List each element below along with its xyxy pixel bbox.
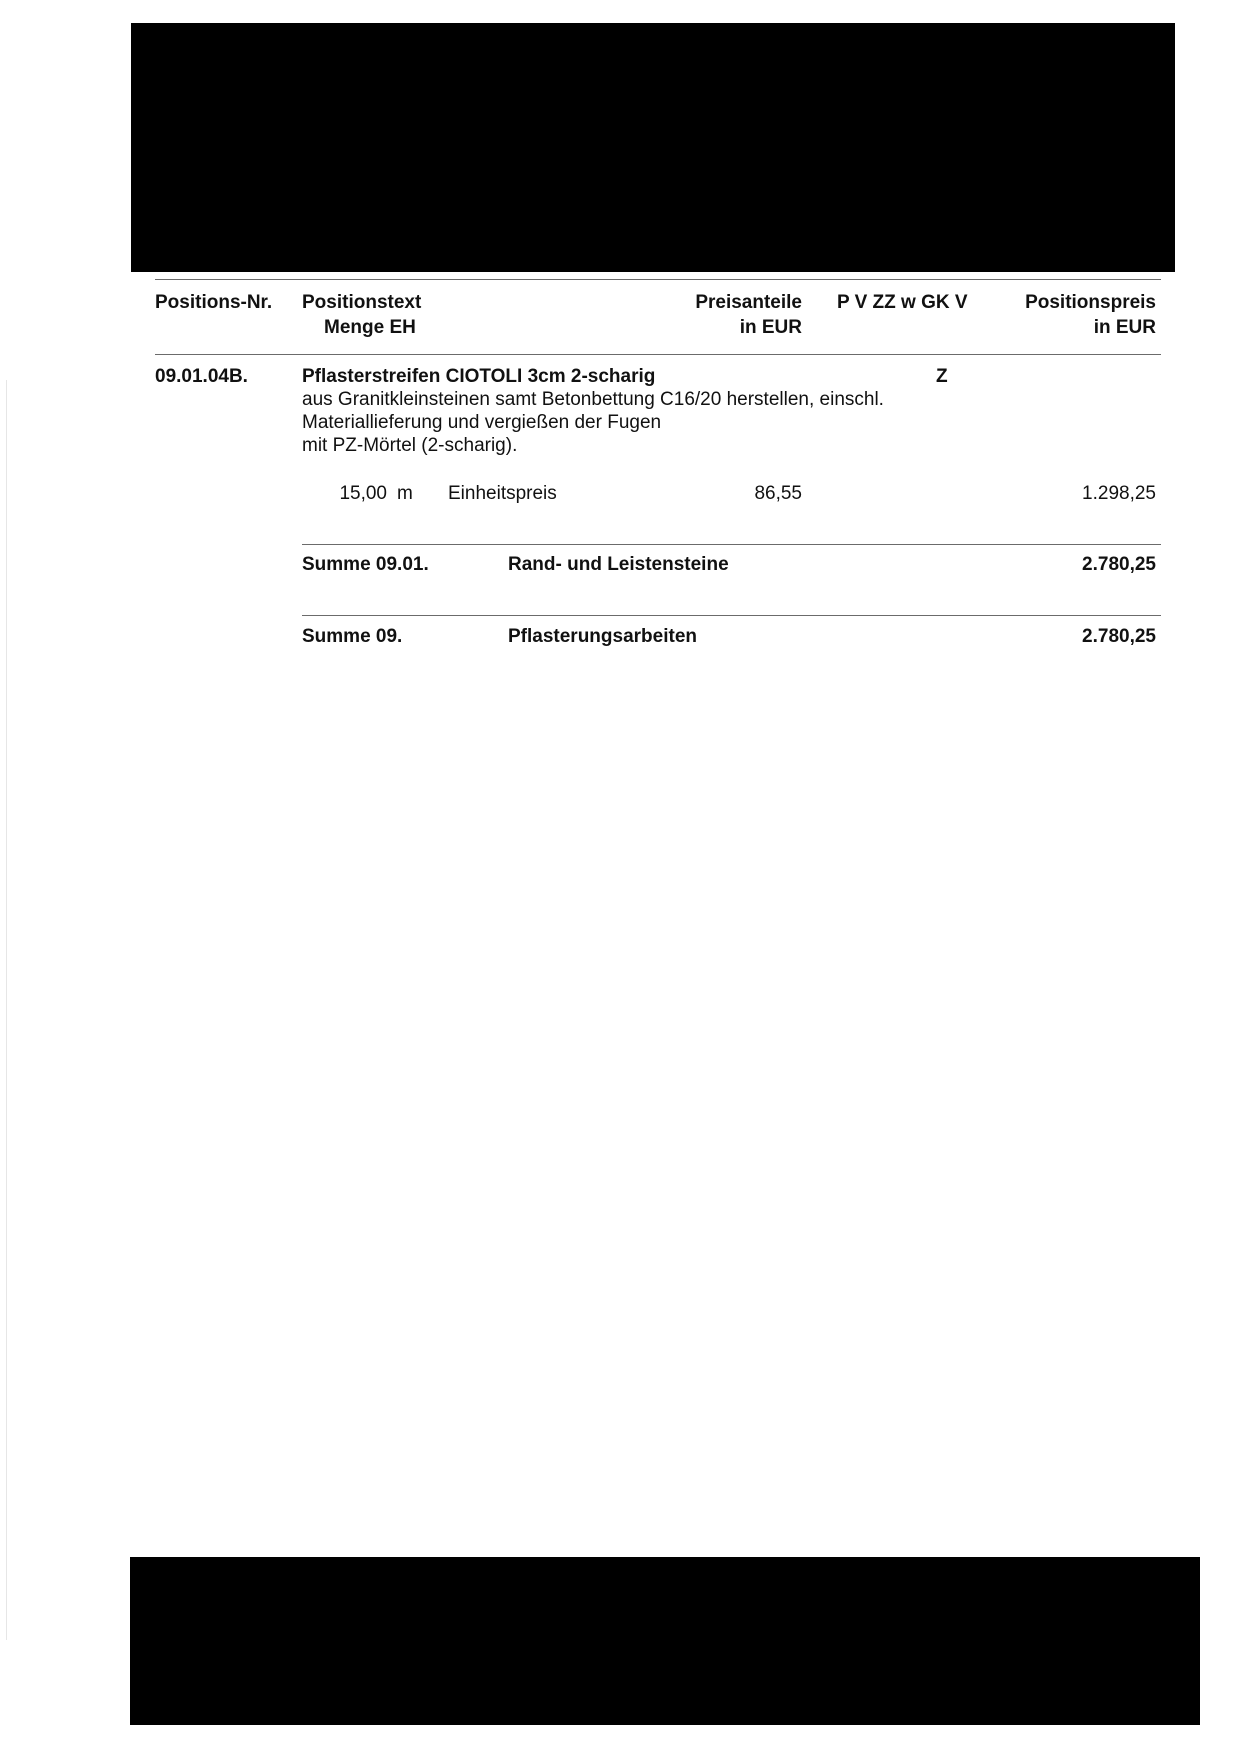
col-position-text: Positionstext <box>302 292 422 313</box>
position-unit: m <box>397 483 413 504</box>
sum-rule <box>302 544 1161 545</box>
sum-name: Pflasterungsarbeiten <box>508 626 697 647</box>
unit-price-label: Einheitspreis <box>448 483 557 504</box>
col-price-shares-unit: in EUR <box>739 317 802 338</box>
position-description-line: Materiallieferung und vergießen der Fugen <box>302 412 662 433</box>
col-codes: P V ZZ w GK V <box>837 292 968 313</box>
position-quantity: 15,00 <box>339 483 387 504</box>
position-total: 1.298,25 <box>1082 483 1156 504</box>
position-description-line: mit PZ-Mörtel (2-scharig). <box>302 435 518 456</box>
position-number: 09.01.04B. <box>155 366 248 387</box>
sum-value: 2.780,25 <box>1082 626 1156 647</box>
sum-rule <box>302 615 1161 616</box>
sum-label: Summe 09. <box>302 626 403 647</box>
position-description-line: aus Granitkleinsteinen samt Betonbettung C16/20 herstellen, einschl. <box>302 389 884 410</box>
redacted-header-block <box>131 23 1175 272</box>
header-bottom-rule <box>155 354 1161 355</box>
sum-label: Summe 09.01. <box>302 554 429 575</box>
scan-edge <box>6 380 7 1640</box>
redacted-footer-block <box>130 1557 1200 1725</box>
sum-value: 2.780,25 <box>1082 554 1156 575</box>
col-position-price-unit: in EUR <box>1093 317 1156 338</box>
col-quantity-unit: Menge EH <box>324 317 416 338</box>
col-position-number: Positions-Nr. <box>155 292 273 313</box>
col-price-shares: Preisanteile <box>695 292 802 313</box>
unit-price-value: 86,55 <box>754 483 802 504</box>
header-top-rule <box>155 279 1161 280</box>
sum-name: Rand- und Leistensteine <box>508 554 729 575</box>
position-flag: Z <box>936 366 948 387</box>
position-title: Pflasterstreifen CIOTOLI 3cm 2-scharig <box>302 366 656 387</box>
col-position-price: Positionspreis <box>1025 292 1156 313</box>
